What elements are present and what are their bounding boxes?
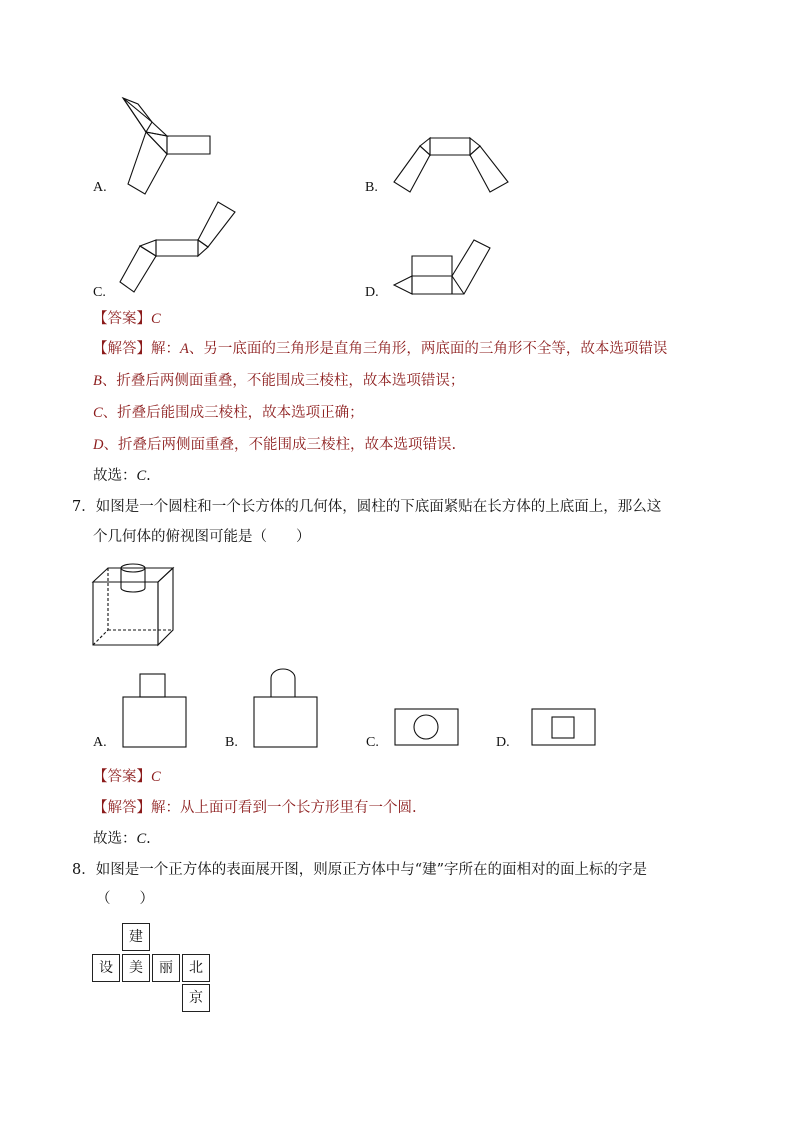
choose-suffix: .: [146, 831, 151, 847]
q7-option-d: D.: [496, 735, 510, 750]
choose-prefix: 故选：: [93, 468, 137, 484]
answer-letter: C: [151, 311, 161, 327]
q7-option-b: B.: [225, 735, 238, 750]
answer-tag: 【答案】: [93, 311, 151, 327]
choose-letter: C: [136, 831, 147, 847]
q7-question-line-1: 7．如图是一个圆柱和一个长方体的几何体，圆柱的下底面紧贴在长方体的上底面上，那么这: [72, 499, 662, 515]
q6-figure-b: [390, 130, 515, 200]
option-letter: D: [93, 437, 104, 453]
q6-figure-a: [110, 92, 220, 202]
answer-letter: C: [151, 769, 161, 785]
q6-solution-line-3: [93, 403, 364, 423]
solution-tag: 【解答】: [93, 341, 151, 357]
option-letter: B: [93, 373, 102, 389]
q6-option-a: A.: [93, 180, 107, 195]
option-letter: C: [93, 405, 103, 421]
q7-figure-c: [394, 708, 460, 748]
solution-text: 、折叠后两侧面重叠，不能围成三棱柱，故本选项错误；: [101, 373, 465, 389]
solution-text: 、另一底面的三角形是直角三角形，两底面的三角形不全等，故本选项错误: [188, 341, 668, 357]
q7-choose: [93, 829, 151, 849]
q7-question-line-2: 个几何体的俯视图可能是（ ）: [93, 529, 311, 545]
q6-solution-line-4: [93, 435, 456, 455]
q7-option-a: A.: [93, 735, 107, 750]
q6-answer: [93, 309, 161, 329]
solution-text: 、折叠后能围成三棱柱，故本选项正确；: [102, 405, 364, 421]
net-cell-row-1: 设: [92, 954, 120, 982]
choose-letter: C: [136, 468, 147, 484]
net-cell-row-3: 丽: [152, 954, 180, 982]
solution-tag: 【解答】: [93, 800, 151, 816]
net-cell-row-4: 北: [182, 954, 210, 982]
q7-option-c: C.: [366, 735, 379, 750]
solution-lead: 解：: [151, 341, 180, 357]
net-cell-bottom: 京: [182, 984, 210, 1012]
q6-figure-d: [392, 238, 492, 298]
q6-option-b: B.: [365, 180, 378, 195]
q6-figure-c: [118, 200, 238, 295]
q6-choose: [93, 466, 151, 486]
q8-question-line-1: 8．如图是一个正方体的表面展开图，则原正方体中与“建”字所在的面相对的面上标的字是: [72, 862, 648, 878]
answer-tag: 【答案】: [93, 769, 151, 785]
q8-question-line-2: （ ）: [96, 891, 154, 907]
net-cell-row-2: 美: [122, 954, 150, 982]
q7-answer: [93, 767, 161, 787]
choose-suffix: .: [146, 468, 151, 484]
choose-prefix: 故选：: [93, 831, 137, 847]
q7-solid-figure: [90, 560, 180, 650]
q6-solution-line-1: [93, 339, 667, 359]
q7-solution: [93, 798, 417, 818]
q7-figure-b: [253, 668, 319, 748]
q7-figure-a: [122, 673, 188, 749]
option-letter: A: [180, 341, 189, 357]
solution-text: 解：从上面可看到一个长方形里有一个圆.: [151, 800, 417, 816]
q6-solution-line-2: [93, 371, 464, 391]
solution-text: 、折叠后两侧面重叠，不能围成三棱柱，故本选项错误.: [103, 437, 457, 453]
q6-option-c: C.: [93, 285, 106, 300]
net-cell-top: 建: [122, 923, 150, 951]
q7-figure-d: [531, 708, 597, 748]
q6-option-d: D.: [365, 285, 379, 300]
